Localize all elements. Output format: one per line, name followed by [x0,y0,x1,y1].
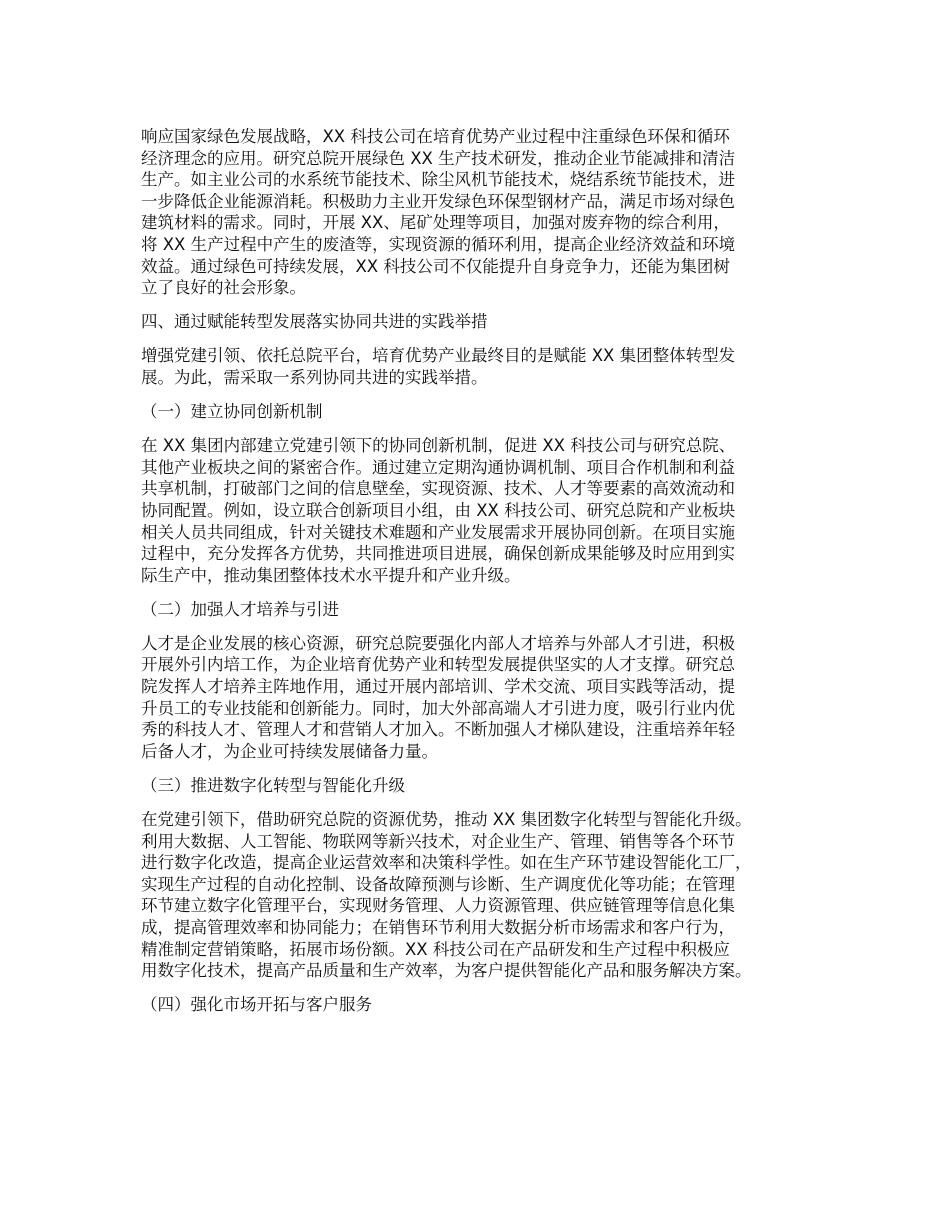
subsection-heading-2: （二）加强人才培养与引进 [141,599,339,619]
subsection-heading-4: （四）强化市场开拓与客户服务 [141,995,372,1015]
text-line: 效益。通过绿色可持续发展，XX 科技公司不仅能提升自身竞争力，还能为集团树 [141,256,730,276]
text-line: 升员工的专业技能和创新能力。同时，加大外部高端人才引进力度，吸引行业内优 [141,698,735,718]
subsection-heading-3: （三）推进数字化转型与智能化升级 [141,775,405,795]
text-line: 人才是企业发展的核心资源，研究总院要强化内部人才培养与外部人才引进，积极 [141,633,735,653]
text-line: 用数字化技术，提高产品质量和生产效率，为客户提供智能化产品和服务解决方案。 [141,961,752,981]
text-line: 实现生产过程的自动化控制、设备故障预测与诊断、生产调度优化等功能；在管理 [141,874,735,894]
text-line: 秀的科技人才、管理人才和营销人才加入。不断加强人才梯队建设，注重培养年轻 [141,720,735,740]
text-line: 其他产业板块之间的紧密合作。通过建立定期沟通协调机制、项目合作机制和利益 [141,457,735,477]
text-line: 经济理念的应用。研究总院开展绿色 XX 生产技术研发，推动企业节能减排和清洁 [141,148,736,168]
text-line: 相关人员共同组成，针对关键技术难题和产业发展需求开展协同创新。在项目实施 [141,522,735,542]
paragraph-section-intro [141,345,841,388]
text-line: 利用大数据、人工智能、物联网等新兴技术，对企业生产、管理、销售等各个环节 [141,831,735,851]
text-line: 协同配置。例如，设立联合创新项目小组，由 XX 科技公司、研究总院和产业板块 [141,500,736,520]
text-line: 后备人才，为企业可持续发展储备力量。 [141,741,438,761]
text-line: 一步降低企业能源消耗。积极助力主业开发绿色环保型钢材产品，满足市场对绿色 [141,191,735,211]
text-line: 精准制定营销策略，拓展市场份额。XX 科技公司在产品研发和生产过程中积极应 [141,939,730,959]
text-line: 共享机制，打破部门之间的信息壁垒，实现资源、技术、人才等要素的高效流动和 [141,479,735,499]
text-line: 院发挥人才培养主阵地作用，通过开展内部培训、学术交流、项目实践等活动，提 [141,677,735,697]
text-line: 响应国家绿色发展战略，XX 科技公司在培育优势产业过程中注重绿色环保和循环 [141,127,730,146]
text-line: 成，提高管理效率和协同能力；在销售环节利用大数据分析市场需求和客户行为， [141,918,735,937]
text-line: 增强党建引领、依托总院平台，培育优势产业最终目的是赋能 XX 集团整体转型发 [141,346,736,366]
text-line: 展。为此，需采取一系列协同共进的实践举措。 [141,367,488,387]
text-line: 立了良好的社会形象。 [141,278,306,298]
text-line: 过程中，充分发挥各方优势，共同推进项目进展，确保创新成果能够及时应用到实 [141,544,735,564]
text-line: 开展外引内培工作，为企业培育优势产业和转型发展提供坚实的人才支撑。研究总 [141,655,735,675]
text-line: 在 XX 集团内部建立党建引领下的协同创新机制，促进 XX 科技公司与研究总院、 [141,436,736,456]
subsection-heading-1: （一）建立协同创新机制 [141,402,323,422]
text-line: 生产。如主业公司的水系统节能技术、除尘风机节能技术，烧结系统节能技术，进 [141,170,735,190]
text-line: 将 XX 生产过程中产生的废渣等，实现资源的循环利用，提高企业经济效益和环境 [141,234,736,254]
paragraph-green-development [141,126,841,299]
text-line: 环节建立数字化管理平台，实现财务管理、人力资源管理、供应链管理等信息化集 [141,896,735,916]
paragraph-talent [141,633,841,763]
text-line: 际生产中，推动集团整体技术水平提升和产业升级。 [141,565,521,585]
section-heading-4: 四、通过赋能转型发展落实协同共进的实践举措 [141,312,488,332]
paragraph-collaborative-innovation [141,435,841,586]
paragraph-digital-transformation [141,809,841,982]
text-line: 建筑材料的需求。同时，开展 XX、尾矿处理等项目，加强对废弃物的综合利用， [141,213,730,233]
text-line: 进行数字化改造，提高企业运营效率和决策科学性。如在生产环节建设智能化工厂， [141,853,752,873]
document-page [141,126,841,1028]
text-line: 在党建引领下，借助研究总院的资源优势，推动 XX 集团数字化转型与智能化升级。 [141,810,752,830]
